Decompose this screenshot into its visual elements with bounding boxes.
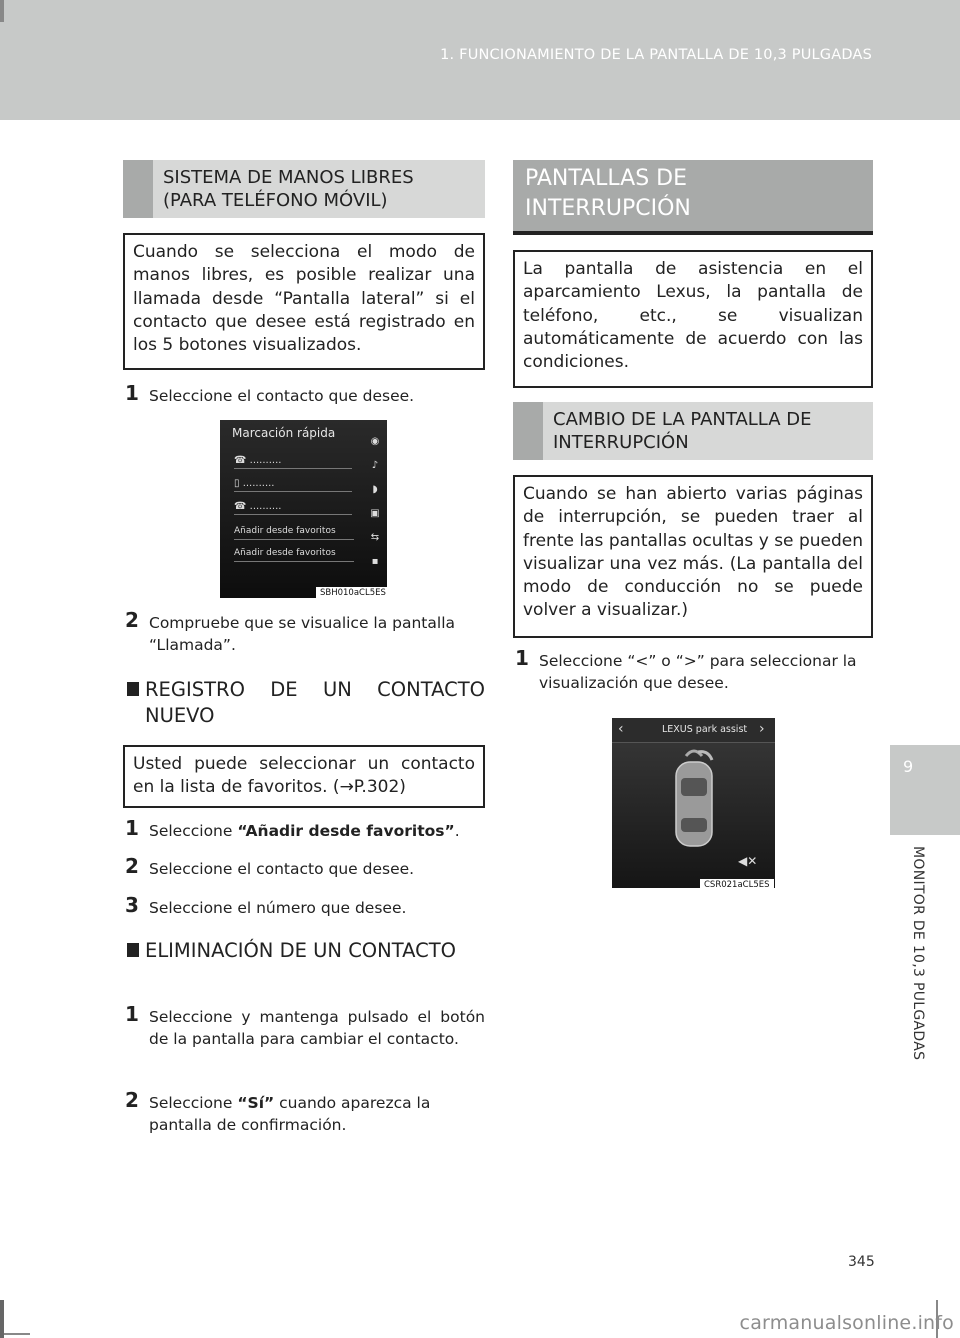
car-top-view-icon [668, 748, 720, 858]
step-number: 1 [515, 646, 529, 670]
image-code: CSR021aCL5ES [700, 879, 774, 888]
header-band [0, 0, 960, 120]
step-number: 3 [125, 893, 139, 917]
step [125, 816, 485, 842]
mute-icon: ◀✕ [738, 854, 758, 868]
chapter-number: 9 [903, 757, 914, 776]
bullet-square-icon [127, 682, 139, 696]
chapter-tab [890, 745, 960, 835]
step-number: 1 [125, 1002, 139, 1026]
chevron-left-icon: ‹ [618, 721, 624, 737]
subsection-title: CAMBIO DE LA PANTALLA DE INTERRUPCIÓN [553, 409, 812, 453]
note-box: Usted puede seleccionar un contacto en la lista de favoritos. (→P.302) [123, 745, 485, 808]
step-text: Seleccione el contacto que desee. [149, 860, 415, 878]
step-text: Compruebe que se visualice la pantalla “Llamada”. [149, 614, 455, 654]
step [125, 608, 485, 656]
running-head: 1. FUNCIONAMIENTO DE LA PANTALLA DE 10,3 PULGADAS [440, 47, 872, 63]
chevron-right-icon: › [759, 721, 765, 737]
step [125, 893, 485, 919]
screen-title: Marcación rápida [232, 426, 336, 440]
speed-dial-screen-image [220, 420, 387, 598]
step [125, 381, 485, 407]
sub-intro-box: Cuando se han abierto varias páginas de interrupción, se pueden traer al frente las pantallas ocultas y se pueden visualizar una vez más. (La pantalla del modo de conducción no se puede volver a visualizar.) [513, 475, 873, 638]
step-text: Seleccione el contacto que desee. [149, 387, 415, 405]
step-text: Seleccione y mantenga pulsado el botón de la pantalla para cambiar el contacto. [149, 1008, 485, 1048]
step-number: 2 [125, 854, 139, 878]
image-code: SBH010aCL5ES [316, 587, 387, 598]
step-text: Seleccione “Sí” cuando aparezca la pantalla de confirmación. [149, 1094, 431, 1134]
chapter-label: MONITOR DE 10,3 PULGADAS [910, 846, 926, 1061]
section-header-tab [513, 402, 543, 460]
step-number: 2 [125, 608, 139, 632]
section-header-hands-free [123, 160, 485, 218]
step-number: 1 [125, 816, 139, 840]
speed-dial-row: ☎ .......... [234, 455, 352, 469]
watermark: carmanualsonline.info [739, 1312, 954, 1334]
screen-icon-column: ◉ ♪ ◗ ▣ ⇆ ▪ [370, 436, 380, 567]
page-number: 345 [848, 1254, 875, 1270]
chapter-tab-label-area [888, 838, 960, 1338]
screen-title: LEXUS park assist [662, 724, 748, 735]
step-number: 1 [125, 381, 139, 405]
bullet-square-icon [127, 943, 139, 957]
intro-box: La pantalla de asistencia en el aparcamiento Lexus, la pantalla de teléfono, etc., se visualizan automáticamente de acuerdo con las condiciones. [513, 250, 873, 388]
step-text: Seleccione “Añadir desde favoritos”. [149, 822, 460, 840]
subsection-heading: ELIMINACIÓN DE UN CONTACTO [127, 938, 485, 964]
step [125, 1088, 485, 1136]
step-text: Seleccione el número que desee. [149, 899, 407, 917]
speed-dial-row: Añadir desde favoritos [234, 548, 354, 562]
subsection-header-change-interruption [513, 402, 873, 460]
section-rule [513, 231, 873, 235]
speed-dial-row: ☎ .......... [234, 501, 352, 515]
section-title: SISTEMA DE MANOS LIBRES (PARA TELÉFONO MÓVIL) [163, 167, 414, 211]
step [125, 1002, 485, 1050]
intro-box: Cuando se selecciona el modo de manos libres, es posible realizar una llamada desde “Pantalla lateral” si el contacto que desee está registrado en los 5 botones visualizados. [123, 233, 485, 370]
step-text: Seleccione “<” o “>” para seleccionar la visualización que desee. [539, 652, 857, 692]
crop-mark [0, 0, 4, 22]
section-title: PANTALLAS DE INTERRUPCIÓN [525, 166, 691, 221]
section-header-interruption [513, 160, 873, 231]
speed-dial-row: ▯ .......... [234, 478, 352, 492]
step-number: 2 [125, 1088, 139, 1112]
subsection-heading: REGISTRO DE UN CONTACTO NUEVO [127, 677, 485, 729]
crop-mark [4, 1333, 30, 1335]
step [515, 646, 875, 694]
park-assist-screen-image [612, 718, 775, 888]
section-header-tab [123, 160, 153, 218]
speed-dial-row: Añadir desde favoritos [234, 526, 354, 540]
step [125, 854, 485, 880]
